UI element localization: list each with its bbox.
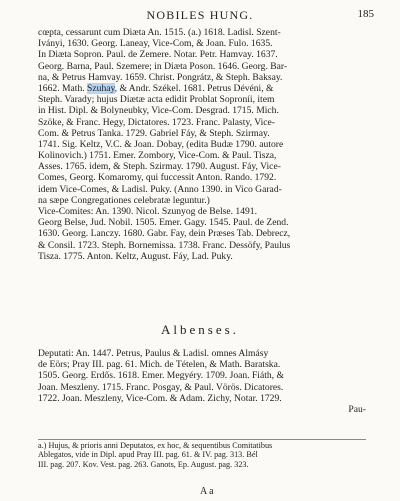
text-line: Asses. 1765. idem, & Steph. Szirmay. 1790. August. Fáy, Vice- xyxy=(38,161,281,173)
text-line: idem Vice-Comes, & Ladisl. Puky. (Anno 1390. in Vico Garad- xyxy=(38,183,282,195)
text-line: Tisza. 1775. Anton. Keltz, August. Fáy, Lad. Puky. xyxy=(38,250,233,262)
page-number: 185 xyxy=(357,8,374,20)
footnote-block xyxy=(38,441,366,469)
text-line: in Hist. Dipl. & Bolyneubky, Vice-Com. Desgrad. 1715. Mich. xyxy=(38,105,279,117)
section-heading: Albenses. xyxy=(161,322,239,337)
text-line: cœpta, cessarunt cum Diæta An. 1515. (a.) 1618. Ladisl. Szent- xyxy=(38,27,281,38)
text-line: Georg Belse, Jud. Nobil. 1505. Emer. Gagy. 1545. Paul. de Zend. xyxy=(38,217,289,229)
text-line-with-highlight: 1662. Math. Szuhay, & Andr. Székel. 1681. Petrus Dévéni, & xyxy=(38,82,274,94)
signature-mark: A a xyxy=(200,486,214,497)
text-line: Comes, Georg. Komaromy, qui fuccessit Anton. Rando. 1792. xyxy=(38,172,277,184)
main-text-block xyxy=(38,27,366,262)
text-line: 1505. Georg. Erdős. 1618. Emer. Megyéry. 1709. Joan. Fiáth, & xyxy=(38,370,284,382)
text-line: & Consil. 1723. Steph. Bornemissa. 1738. Franc. Dessöfy, Paulus xyxy=(38,239,291,251)
footnote-line: III. pag. 207. Kov. Vest. pag. 263. Ganots, Ep. August. pag. 323. xyxy=(38,459,249,469)
text-line: Georg. Barna, Paul. Szemere; in Diæta Poson. 1646. Georg. Bar- xyxy=(38,60,288,72)
text-line: Steph. Varady; hujus Diætæ acta edidit Problat Soproníi, item xyxy=(38,94,275,106)
footnote-divider xyxy=(38,439,366,440)
text-line: na, & Petrus Hamvay. 1659. Christ. Pongrátz, & Steph. Baksay. xyxy=(38,71,283,83)
footnote-line: a.) Hujus, & prioris anni Deputatos, ex hoc, & sequentibus Comitatibus xyxy=(38,441,273,450)
running-title: NOBILES HUNG. xyxy=(146,8,254,22)
text-line: Deputati: An. 1447. Petrus, Paulus & Ladisl. omnes Almásy xyxy=(38,348,269,359)
text-line: Joan. Meszleny. 1715. Franc. Posgay, & Paul. Vörös. Dicatores. xyxy=(38,381,284,393)
selected-word[interactable]: Szuhay xyxy=(87,82,115,94)
text-line: 1630. Georg. Lanczy. 1680. Gabr. Fay, dein Præses Tab. Debrecz, xyxy=(38,228,291,240)
footnote-line: Ablegatos, vide in Dipl. apud Pray III. pag. 61. & IV. pag. 313. Bél xyxy=(38,450,258,460)
catchword: Pau- xyxy=(348,403,366,415)
text-line: Iványi, 1630. Georg. Laneay, Vice-Com, & Joan. Fulo. 1635. xyxy=(38,38,273,50)
text-line: Vice-Comites: An. 1390. Nicol. Szunyog de Belse. 1491. xyxy=(38,206,257,217)
text-line: Com. & Petrus Tanka. 1729. Gabriel Fáy, & Steph. Szirmay. xyxy=(38,127,270,139)
text-line: 1741. Sig. Keltz, V.C. & Joan. Dobay, (edita Budæ 1790. autore xyxy=(38,138,284,150)
text-line: In Diæta Sopron. Paul. de Zemere. Notar. Petr. Hamvay. 1637. xyxy=(38,49,278,61)
text-line: de Eörs; Pray III. pag. 61. Mich. de Tételen, & Math. Baratska. xyxy=(38,359,281,371)
text-line: 1722. Joan. Meszleny, Vice-Com. & Adam. Zichy, Notar. 1729. xyxy=(38,392,282,404)
text-line: na sæpe Congregationes celebratæ leguntur.) xyxy=(38,194,210,206)
text-line: Szöke, & Franc. Hegy, Dictatores. 1723. Franc. Palasty, Vice- xyxy=(38,116,275,128)
section-text-block xyxy=(38,348,366,415)
text-line: Kolinovich.) 1751. Emer. Zombory, Vice-Com. & Paul. Tisza, xyxy=(38,150,277,162)
